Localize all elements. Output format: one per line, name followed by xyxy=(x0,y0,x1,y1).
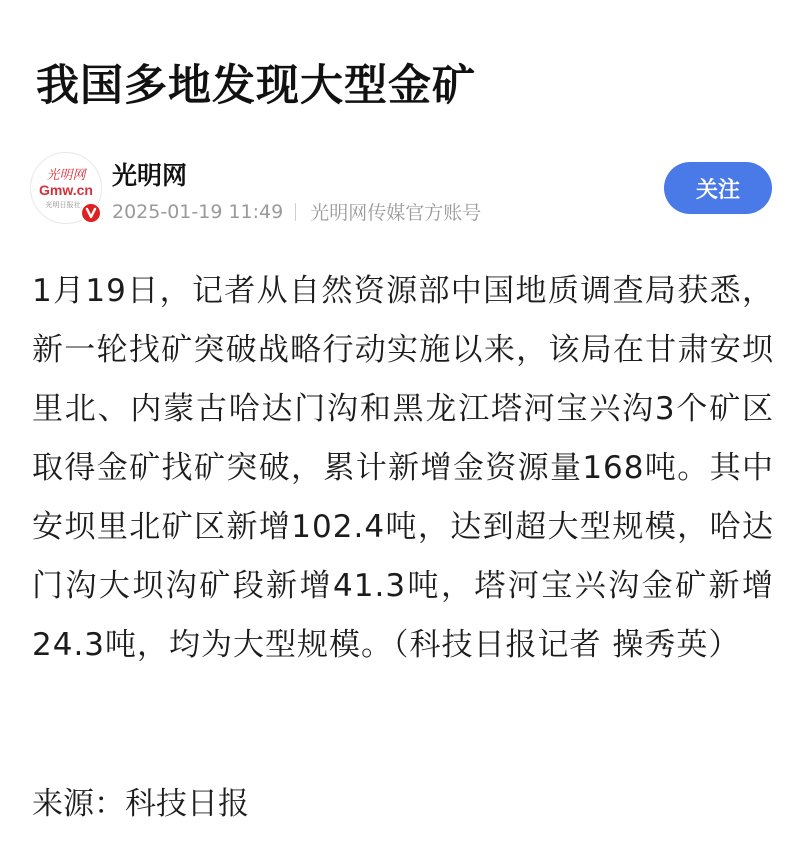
verified-icon xyxy=(80,202,102,224)
meta-divider xyxy=(295,203,296,221)
avatar-logo-sub: 光明日报社 xyxy=(45,201,81,209)
author-meta xyxy=(112,198,481,225)
article-title: 我国多地发现大型金矿 xyxy=(36,61,476,111)
article-body: 1月19日，记者从自然资源部中国地质调查局获悉，新一轮找矿突破战略行动实施以来，该局在甘肃安坝里北、内蒙古哈达门沟和黑龙江塔河宝兴沟3个矿区取得金矿找矿突破，累计新增金资源量168吨。其中安坝里北矿区新增102.4吨，达到超大型规模，哈达门沟大坝沟矿段新增41.3吨，塔河宝兴沟金矿新增24.3吨，均为大型规模。（科技日报记者 操秀英） xyxy=(32,273,774,663)
follow-button[interactable]: 关注 xyxy=(664,162,772,214)
avatar-logo-text: Gmw.cn xyxy=(39,182,93,198)
author-name[interactable]: 光明网 xyxy=(112,161,188,190)
svg-text:光明网: 光明网 xyxy=(46,168,86,183)
account-description: 光明网传媒官方账号 xyxy=(310,202,482,224)
publish-timestamp: 2025-01-19 11:49 xyxy=(112,200,284,223)
article-source: 来源：科技日报 xyxy=(32,786,249,822)
author-row xyxy=(30,150,772,230)
